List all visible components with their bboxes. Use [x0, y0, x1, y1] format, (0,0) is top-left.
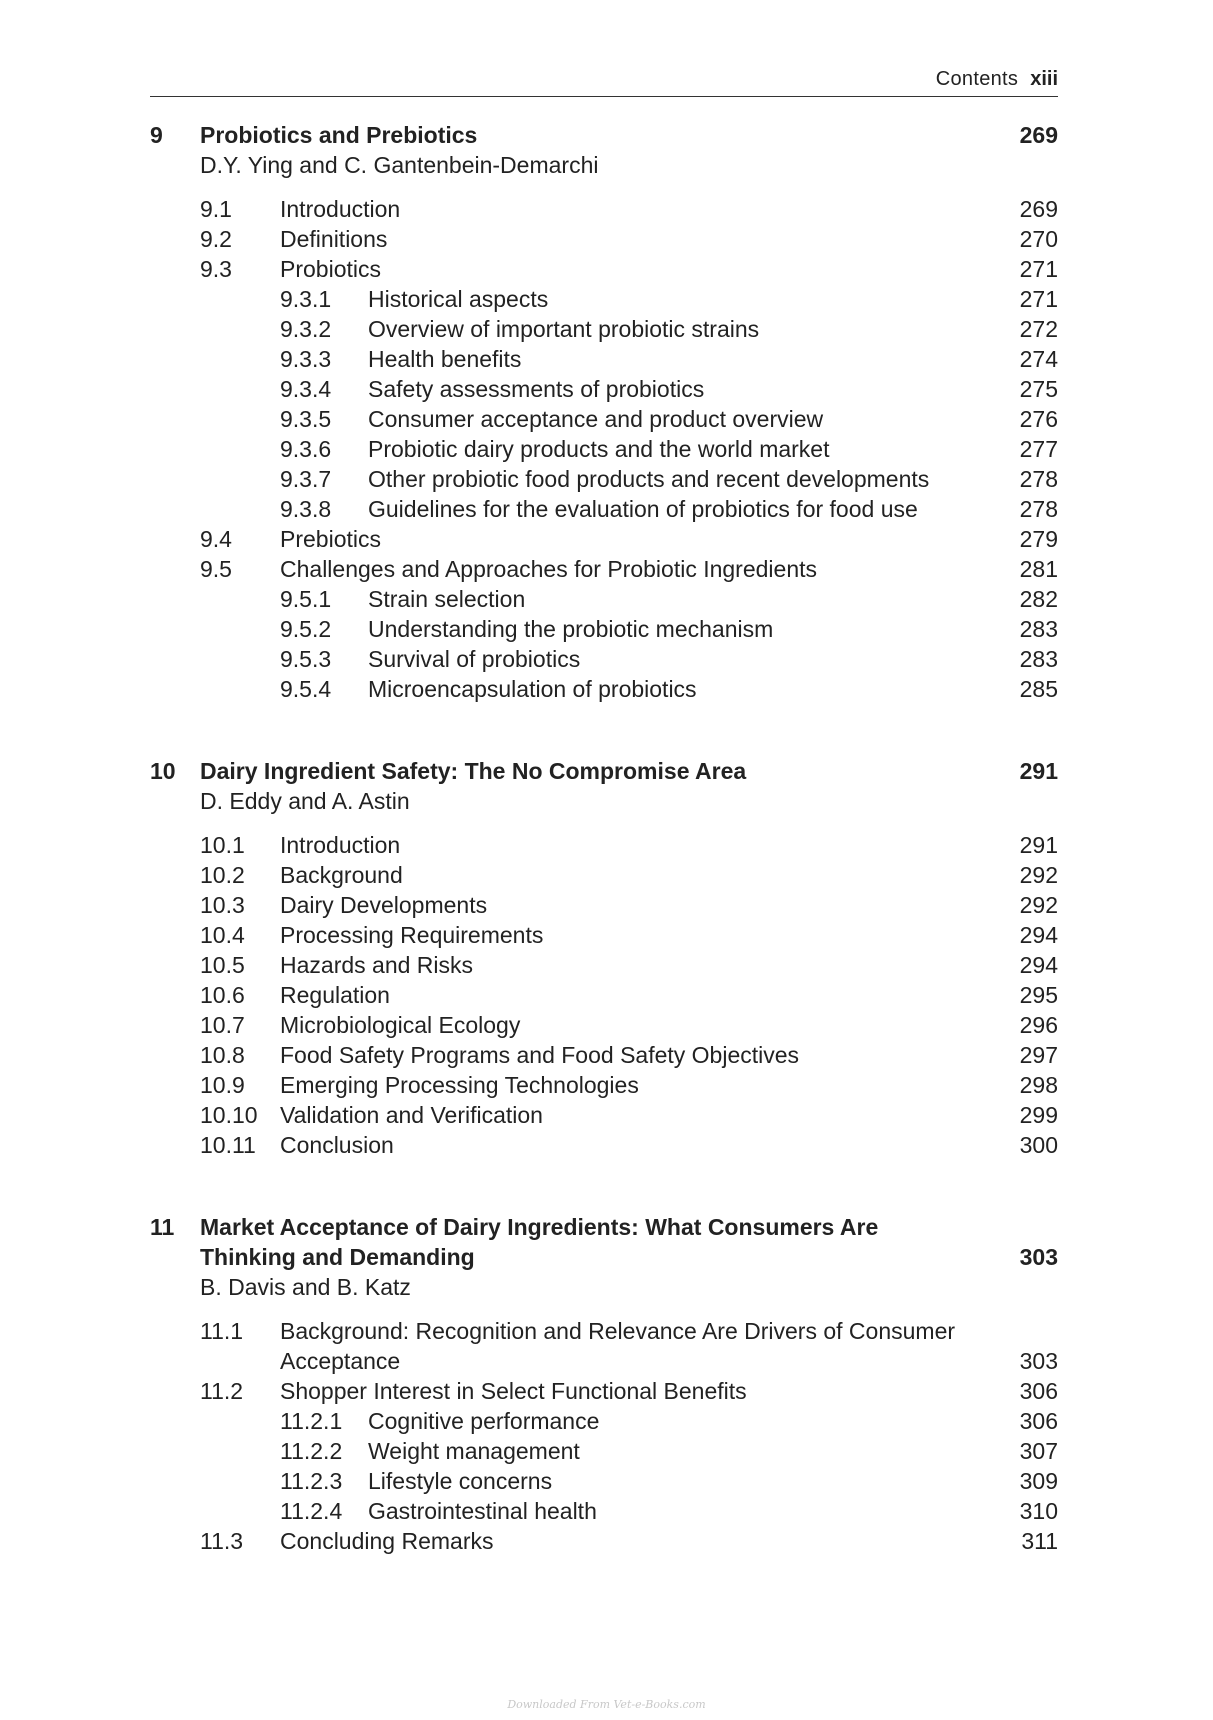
section-title: Survival of probiotics	[368, 646, 581, 672]
section-page: 278	[1019, 496, 1058, 522]
toc-subsection	[150, 374, 1058, 404]
section-number: 9.4	[200, 526, 232, 552]
section-number: 10.4	[200, 922, 245, 948]
toc-section	[150, 920, 1058, 950]
section-title: Introduction	[280, 196, 401, 222]
section-page: 307	[1019, 1438, 1058, 1464]
section-title: Probiotic dairy products and the world market	[368, 436, 830, 462]
section-number: 9.3.5	[280, 406, 332, 432]
section-title: Prebiotics	[280, 526, 381, 552]
section-page: 303	[1019, 1348, 1058, 1374]
section-title: Background	[280, 862, 403, 888]
section-page: 285	[1019, 676, 1058, 702]
chapter-title: Dairy Ingredient Safety: The No Compromise Area	[200, 758, 747, 784]
section-number: 11.1	[200, 1318, 244, 1344]
section-title: Conclusion	[280, 1132, 394, 1158]
section-page: 279	[1019, 526, 1058, 552]
section-number: 9.5	[200, 556, 232, 582]
section-title: Regulation	[280, 982, 390, 1008]
section-title: Historical aspects	[368, 286, 549, 312]
section-number: 11.2.4	[280, 1498, 343, 1524]
section-page: 271	[1019, 286, 1058, 312]
section-number: 10.10	[200, 1102, 258, 1128]
section-title: Background: Recognition and Relevance Are Drivers of Consumer Acceptance	[280, 1318, 956, 1374]
section-page: 272	[1019, 316, 1058, 342]
toc-subsection	[150, 1436, 1058, 1466]
toc-section	[150, 1100, 1058, 1130]
section-title: Probiotics	[280, 256, 381, 282]
section-page: 294	[1019, 952, 1058, 978]
section-page: 281	[1019, 556, 1058, 582]
section-number: 9.1	[200, 196, 232, 222]
toc-section	[150, 860, 1058, 890]
section-page: 274	[1019, 346, 1058, 372]
toc-section	[150, 1526, 1058, 1556]
section-title: Gastrointestinal health	[368, 1498, 597, 1524]
chapter-page: 269	[1019, 122, 1058, 148]
section-page: 275	[1019, 376, 1058, 402]
toc-section	[150, 830, 1058, 860]
section-page: 270	[1019, 226, 1058, 252]
chapter-10	[150, 756, 1058, 1160]
chapter-entries	[150, 830, 1058, 1160]
section-page: 310	[1019, 1498, 1058, 1524]
section-number: 10.8	[200, 1042, 245, 1068]
toc-section	[150, 554, 1058, 584]
section-title: Microencapsulation of probiotics	[368, 676, 697, 702]
section-title: Microbiological Ecology	[280, 1012, 521, 1038]
section-page: 283	[1019, 616, 1058, 642]
section-title: Introduction	[280, 832, 401, 858]
section-title: Definitions	[280, 226, 388, 252]
section-page: 296	[1019, 1012, 1058, 1038]
section-number: 9.3.2	[280, 316, 332, 342]
chapter-page: 291	[1019, 758, 1058, 784]
section-page: 276	[1019, 406, 1058, 432]
section-title: Health benefits	[368, 346, 522, 372]
section-title: Safety assessments of probiotics	[368, 376, 705, 402]
running-header-label: Contents	[935, 68, 1019, 90]
section-number: 9.3.1	[280, 286, 332, 312]
toc-section	[150, 890, 1058, 920]
chapter-authors: D.Y. Ying and C. Gantenbein-Demarchi	[200, 152, 599, 178]
section-title: Understanding the probiotic mechanism	[368, 616, 774, 642]
chapter-number: 11	[150, 1214, 175, 1240]
chapter-authors: B. Davis and B. Katz	[200, 1274, 411, 1300]
toc-subsection	[150, 1406, 1058, 1436]
toc-subsection	[150, 584, 1058, 614]
section-title: Guidelines for the evaluation of probiotics for food use	[368, 496, 918, 522]
section-title: Food Safety Programs and Food Safety Objectives	[280, 1042, 800, 1068]
toc-subsection	[150, 1466, 1058, 1496]
chapter-heading	[150, 120, 1058, 150]
toc-section	[150, 1070, 1058, 1100]
chapter-11	[150, 1212, 1058, 1556]
section-title: Cognitive performance	[368, 1408, 600, 1434]
section-number: 9.3.8	[280, 496, 332, 522]
chapter-page: 303	[1019, 1244, 1058, 1270]
section-page: 298	[1019, 1072, 1058, 1098]
section-page: 306	[1019, 1378, 1058, 1404]
section-number: 10.11	[200, 1132, 256, 1158]
section-number: 10.2	[200, 862, 245, 888]
section-page: 271	[1019, 256, 1058, 282]
section-number: 9.3.6	[280, 436, 332, 462]
chapter-heading	[150, 756, 1058, 786]
chapter-entries	[150, 194, 1058, 704]
section-page: 269	[1019, 196, 1058, 222]
toc-subsection	[150, 614, 1058, 644]
section-title: Concluding Remarks	[280, 1528, 494, 1554]
section-number: 10.9	[200, 1072, 245, 1098]
toc-section	[150, 1040, 1058, 1070]
section-page: 278	[1019, 466, 1058, 492]
section-number: 11.2.3	[280, 1468, 343, 1494]
toc-subsection	[150, 284, 1058, 314]
section-page: 311	[1021, 1528, 1058, 1554]
section-number: 9.3.3	[280, 346, 332, 372]
section-title: Dairy Developments	[280, 892, 488, 918]
section-title: Challenges and Approaches for Probiotic Ingredients	[280, 556, 818, 582]
section-title: Validation and Verification	[280, 1102, 543, 1128]
toc-section	[150, 224, 1058, 254]
toc-subsection	[150, 404, 1058, 434]
section-page: 294	[1019, 922, 1058, 948]
section-number: 9.5.1	[280, 586, 332, 612]
section-number: 10.3	[200, 892, 245, 918]
toc-section	[150, 950, 1058, 980]
chapter-number: 10	[150, 758, 176, 784]
toc-subsection	[150, 314, 1058, 344]
page-folio: xiii	[1030, 68, 1058, 90]
section-page: 297	[1019, 1042, 1058, 1068]
section-page: 283	[1019, 646, 1058, 672]
section-number: 10.5	[200, 952, 245, 978]
section-title: Processing Requirements	[280, 922, 544, 948]
chapter-number: 9	[150, 122, 163, 148]
section-number: 10.1	[200, 832, 245, 858]
section-number: 11.2	[200, 1378, 244, 1404]
section-number: 9.2	[200, 226, 232, 252]
toc-subsection	[150, 674, 1058, 704]
chapter-title: Market Acceptance of Dairy Ingredients: What Consumers Are Thinking and Demanding	[200, 1214, 879, 1270]
section-page: 295	[1019, 982, 1058, 1008]
section-page: 306	[1019, 1408, 1058, 1434]
section-title: Hazards and Risks	[280, 952, 474, 978]
toc-section	[150, 980, 1058, 1010]
section-number: 9.3.4	[280, 376, 332, 402]
section-page: 291	[1019, 832, 1058, 858]
running-header	[150, 66, 1058, 97]
section-number: 9.5.4	[280, 676, 332, 702]
section-number: 11.3	[200, 1528, 244, 1554]
section-number: 9.5.3	[280, 646, 332, 672]
section-page: 282	[1019, 586, 1058, 612]
section-page: 309	[1019, 1468, 1058, 1494]
section-number: 11.2.1	[280, 1408, 343, 1434]
section-page: 299	[1019, 1102, 1058, 1128]
watermark: Downloaded From Vet-e-Books.com	[507, 1698, 706, 1711]
section-title: Strain selection	[368, 586, 526, 612]
section-number: 9.3	[200, 256, 232, 282]
section-page: 292	[1019, 862, 1058, 888]
toc-section	[150, 1010, 1058, 1040]
toc-section	[150, 1376, 1058, 1406]
section-title: Consumer acceptance and product overview	[368, 406, 824, 432]
toc-subsection	[150, 434, 1058, 464]
toc-subsection	[150, 464, 1058, 494]
toc-section	[150, 1316, 1058, 1376]
section-title: Lifestyle concerns	[368, 1468, 553, 1494]
toc-subsection	[150, 494, 1058, 524]
toc-section	[150, 524, 1058, 554]
toc-section	[150, 194, 1058, 224]
section-title: Overview of important probiotic strains	[368, 316, 760, 342]
section-number: 10.7	[200, 1012, 245, 1038]
section-number: 9.5.2	[280, 616, 332, 642]
chapter-9	[150, 120, 1058, 704]
section-title: Weight management	[368, 1438, 580, 1464]
chapter-entries	[150, 1316, 1058, 1556]
toc-section	[150, 1130, 1058, 1160]
chapter-heading	[150, 1212, 1058, 1272]
section-page: 292	[1019, 892, 1058, 918]
toc-subsection	[150, 1496, 1058, 1526]
chapter-authors: D. Eddy and A. Astin	[200, 788, 410, 814]
section-title: Emerging Processing Technologies	[280, 1072, 639, 1098]
section-title: Other probiotic food products and recent developments	[368, 466, 930, 492]
section-number: 10.6	[200, 982, 245, 1008]
toc-section	[150, 254, 1058, 284]
section-page: 277	[1019, 436, 1058, 462]
section-title: Shopper Interest in Select Functional Benefits	[280, 1378, 747, 1404]
section-number: 11.2.2	[280, 1438, 343, 1464]
chapter-title: Probiotics and Prebiotics	[200, 122, 478, 148]
toc-subsection	[150, 644, 1058, 674]
section-page: 300	[1019, 1132, 1058, 1158]
section-number: 9.3.7	[280, 466, 332, 492]
toc-subsection	[150, 344, 1058, 374]
